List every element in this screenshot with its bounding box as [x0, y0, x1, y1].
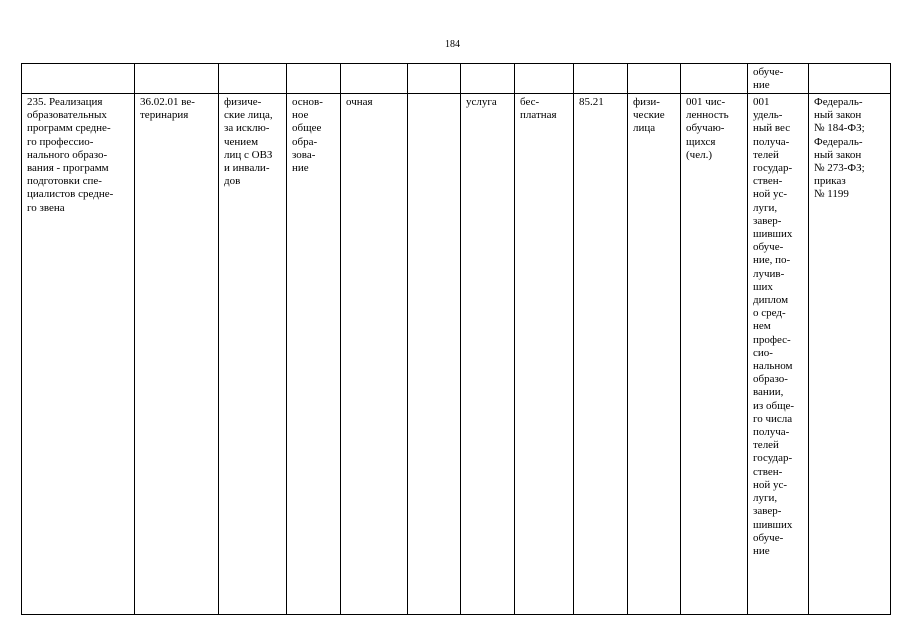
consumer-category-text: физиче- ские лица, за исклю- чением лиц с ОВЗ и инвали- дов — [224, 96, 273, 188]
services-registry-table — [21, 63, 891, 615]
quality-indicator-text: 001 удель- ный вес получа- телей государ- ствен- ной ус- луги, завер- шивших обуче- ние, по- лучив- ших диплом о сред- нем профес- сио- нальном образо- вании, из обще- го числа получа- телей государ- ствен- ной ус- луги, завер- шивших обуче- ние — [753, 96, 795, 557]
legal-basis-text: Федераль- ный закон № 184-ФЗ; Федераль- ный закон № 273-ФЗ; приказ № 1199 — [814, 96, 865, 201]
cell-type — [461, 94, 515, 615]
study-form-text: очная — [346, 96, 373, 108]
cell — [219, 64, 287, 94]
cell — [574, 64, 628, 94]
cell — [748, 64, 809, 94]
cell-payment — [515, 94, 574, 615]
cell-study-form — [341, 94, 408, 615]
cell — [22, 64, 135, 94]
service-name-text: 235. Реализация образовательных программ средне- го профессио- нального образо- вания - программ подготовки спе- циалистов средне- го звена — [27, 96, 114, 214]
consumers-text: физи- ческие лица — [633, 96, 665, 135]
education-base-text: основ- ное общее обра- зова- ние — [292, 96, 323, 175]
type-text: услуга — [466, 96, 497, 108]
cell-quality-indicator — [748, 94, 809, 615]
cell-service-name — [22, 94, 135, 615]
cell — [515, 64, 574, 94]
specialty-code-text: 36.02.01 ве- теринария — [140, 96, 195, 122]
carryover-indicator-text: обуче- ние — [753, 66, 784, 92]
okved-text: 85.21 — [579, 96, 604, 108]
cell-legal-basis — [809, 94, 891, 615]
cell-consumers — [628, 94, 681, 615]
cell — [628, 64, 681, 94]
cell — [287, 64, 341, 94]
carryover-row — [22, 64, 891, 94]
payment-text: бес- платная — [520, 96, 557, 122]
cell — [408, 64, 461, 94]
table-row — [22, 94, 891, 615]
cell-empty — [408, 94, 461, 615]
cell-consumer-category — [219, 94, 287, 615]
page-number: 184 — [445, 39, 460, 50]
cell-okved — [574, 94, 628, 615]
cell — [341, 64, 408, 94]
cell — [809, 64, 891, 94]
cell — [135, 64, 219, 94]
cell — [681, 64, 748, 94]
cell-volume-indicator — [681, 94, 748, 615]
volume-indicator-text: 001 чис- ленность обучаю- щихся (чел.) — [686, 96, 729, 161]
cell — [461, 64, 515, 94]
cell-education-base — [287, 94, 341, 615]
cell-specialty-code — [135, 94, 219, 615]
